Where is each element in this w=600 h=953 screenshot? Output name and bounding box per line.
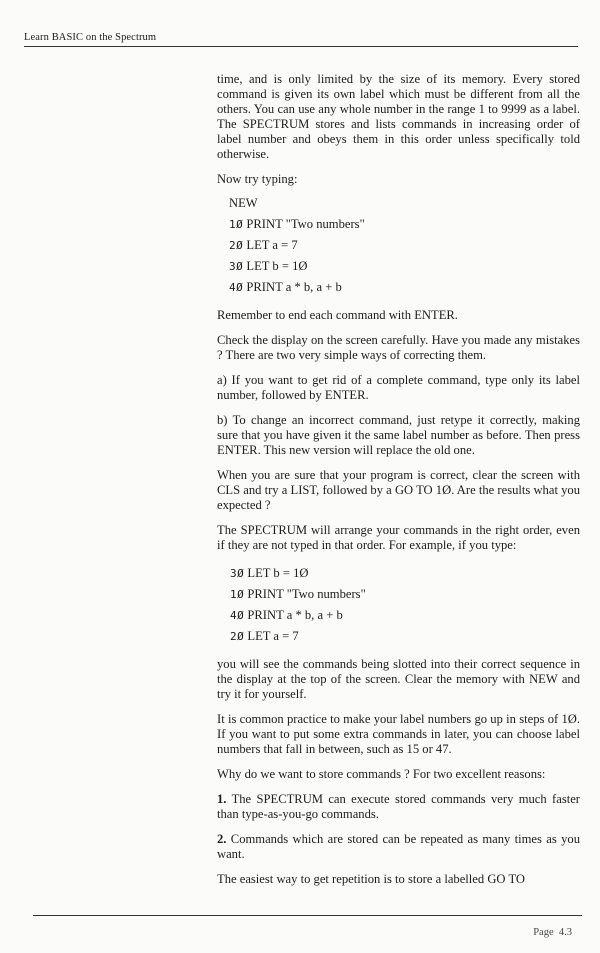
paragraph: b) To change an incorrect command, just retype it correctly, making sure that you have given it the same label number as before. Then press ENTER. This new version will replace the old one. [217, 413, 580, 457]
code-line: NEW [229, 196, 258, 210]
code-line: 1Ø PRINT "Two numbers" [230, 587, 366, 601]
paragraph: Check the display on the screen carefully. Have you made any mistakes ? There are two very simple ways of correcting them. [217, 333, 580, 362]
paragraph: It is common practice to make your label numbers go up in steps of 1Ø. If you want to put some extra commands in later, you can choose label numbers that fall in between, such as 15 or 47. [217, 712, 580, 756]
code-line: 4Ø PRINT a * b, a + b [229, 280, 342, 294]
paragraph: Why do we want to store commands ? For two excellent reasons: [217, 767, 546, 781]
paragraph: Remember to end each command with ENTER. [217, 308, 458, 322]
paragraph: Now try typing: [217, 172, 298, 186]
code-listing-2 [217, 563, 580, 647]
code-listing-1 [217, 193, 580, 298]
code-line: 3Ø LET b = 1Ø [230, 566, 309, 580]
numbered-reason-2: 2. Commands which are stored can be repeated as many times as you want. [217, 832, 580, 861]
code-line: 3Ø LET b = 1Ø [229, 259, 308, 273]
paragraph: The SPECTRUM will arrange your commands in the right order, even if they are not typed in that order. For example, if you type: [217, 523, 580, 552]
code-line: 4Ø PRINT a * b, a + b [230, 608, 343, 622]
page-number: Page 4.3 [533, 927, 572, 938]
page-body [217, 72, 580, 897]
paragraph: The easiest way to get repetition is to store a labelled GO TO [217, 872, 525, 886]
code-line: 1Ø PRINT "Two numbers" [229, 217, 365, 231]
paragraph: time, and is only limited by the size of its memory. Every stored command is given its own label which must be different from all the others. You can use any whole number in the range 1 to 9999 as a label. The SPECTRUM stores and lists commands in increasing order of label number and obeys them in this order unless specifically told otherwise. [217, 72, 580, 161]
numbered-reason-1: 1. The SPECTRUM can execute stored commands very much faster than type-as-you-go commands. [217, 792, 580, 821]
running-head: Learn BASIC on the Spectrum [24, 32, 157, 43]
footer-rule [33, 915, 582, 916]
code-line: 2Ø LET a = 7 [230, 629, 299, 643]
paragraph: When you are sure that your program is correct, clear the screen with CLS and try a LIST, followed by a GO TO 1Ø. Are the results what you expected ? [217, 468, 580, 512]
paragraph: you will see the commands being slotted into their correct sequence in the display at the top of the screen. Clear the memory with NEW and try it for yourself. [217, 657, 580, 701]
header-rule [24, 46, 578, 47]
paragraph: a) If you want to get rid of a complete command, type only its label number, followed by ENTER. [217, 373, 580, 402]
code-line: 2Ø LET a = 7 [229, 238, 298, 252]
